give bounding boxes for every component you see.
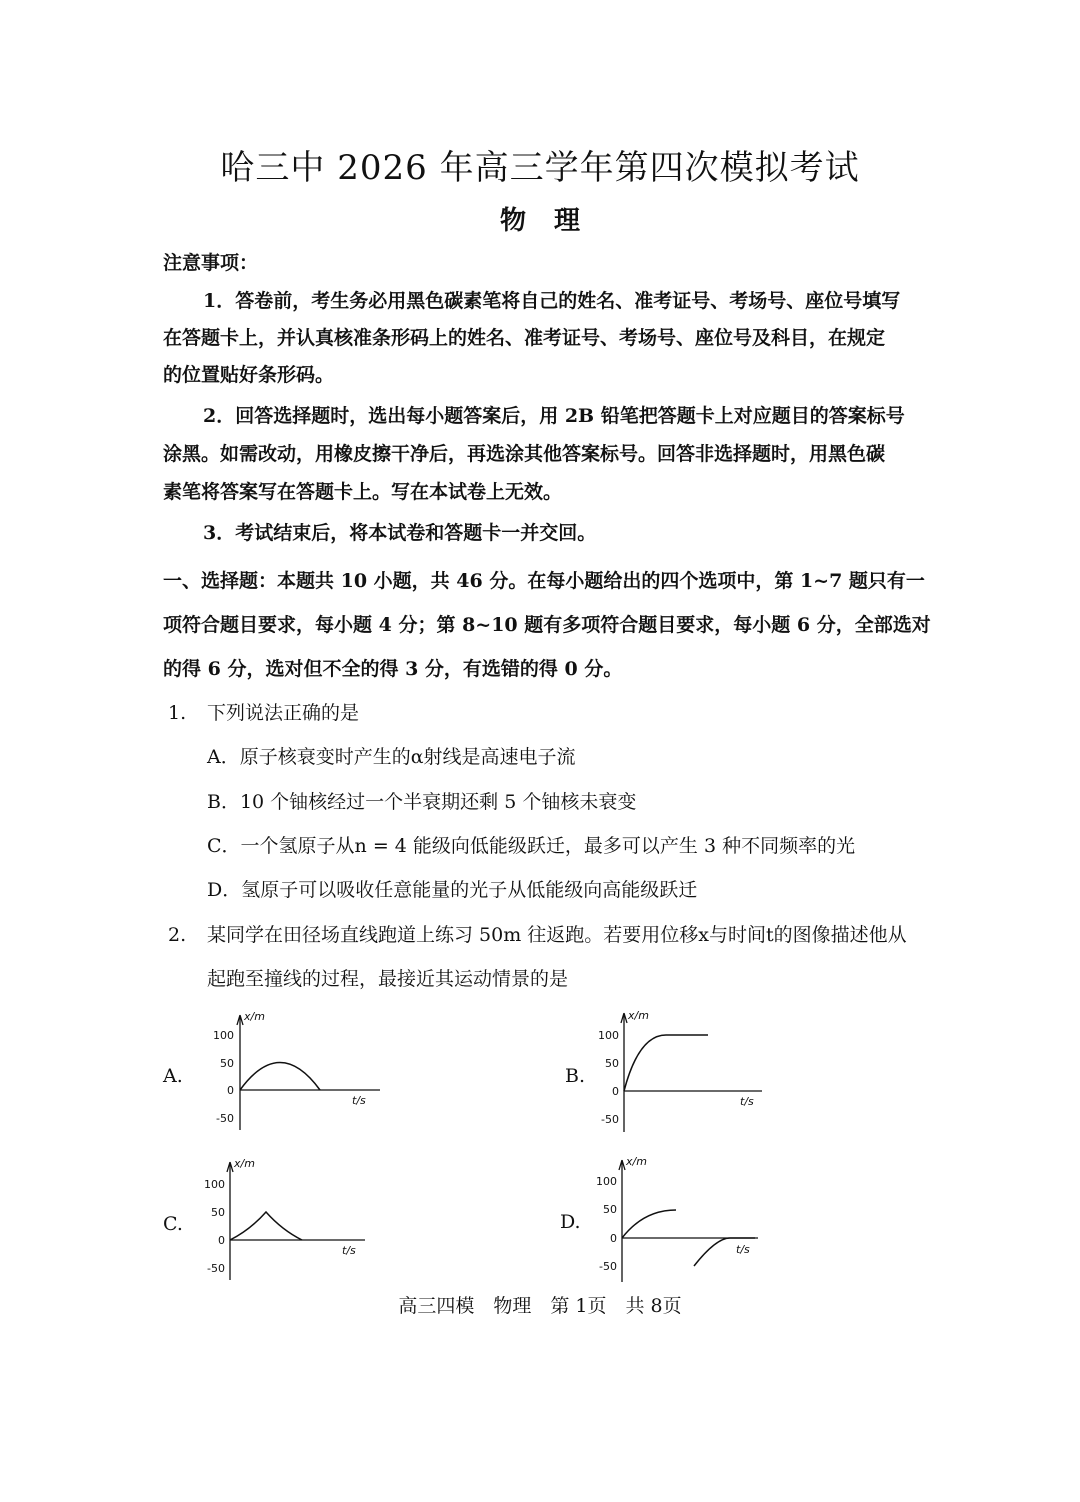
graph-curve: [622, 1210, 676, 1238]
x-axis-label: t/s: [352, 1094, 366, 1107]
graph-d: [596, 1155, 758, 1282]
graph-c: [204, 1157, 365, 1280]
x-axis-label: t/s: [342, 1244, 356, 1257]
exam-title: 哈三中 2026 年高三学年第四次模拟考试: [220, 148, 860, 188]
notice-line: 在答题卡上，并认真核准条形码上的姓名、准考证号、考场号、座位号及科目，在规定: [163, 327, 886, 349]
y-axis-label: x/m: [244, 1010, 265, 1023]
question-stem: 下列说法正确的是: [207, 702, 360, 724]
page-footer: 高三四模 物理 第 1页 共 8页: [398, 1295, 682, 1317]
y-tick-label: 0: [218, 1234, 225, 1247]
y-tick-label: -50: [599, 1260, 617, 1273]
notice-line: 涂黑。如需改动，用橡皮擦干净后，再选涂其他答案标号。回答非选择题时，用黑色碳: [163, 443, 886, 465]
graph-option-label: A.: [163, 1065, 183, 1087]
graph-option-label: D.: [560, 1211, 581, 1233]
graph-option-label: B.: [565, 1065, 586, 1087]
y-tick-label: -50: [207, 1262, 225, 1275]
graph-curve: [230, 1212, 302, 1240]
y-tick-label: 50: [220, 1057, 234, 1070]
y-tick-label: 50: [211, 1206, 225, 1219]
notice-line: 的位置贴好条形码。: [163, 364, 335, 386]
question-stem: 某同学在田径场直线跑道上练习 50m 往返跑。若要用位移x与时间t的图像描述他从: [207, 924, 907, 946]
answer-option: D．氢原子可以吸收任意能量的光子从低能级向高能级跃迁: [207, 879, 698, 901]
x-axis-label: t/s: [740, 1095, 754, 1108]
graph-option-label: C.: [163, 1213, 183, 1235]
y-tick-label: 50: [603, 1203, 617, 1216]
y-axis-label: x/m: [628, 1009, 649, 1022]
y-tick-label: 50: [605, 1057, 619, 1070]
question-number: 1.: [168, 702, 187, 724]
answer-option: A．原子核衰变时产生的α射线是高速电子流: [207, 746, 576, 768]
section-instructions: 的得 6 分，选对但不全的得 3 分，有选错的得 0 分。: [163, 658, 623, 680]
answer-option: B．10 个铀核经过一个半衰期还剩 5 个铀核未衰变: [207, 791, 637, 813]
y-tick-label: -50: [216, 1112, 234, 1125]
y-tick-label: -50: [601, 1113, 619, 1126]
y-tick-label: 100: [204, 1178, 225, 1191]
exam-subject: 物理: [499, 206, 608, 236]
graph-b: [598, 1009, 762, 1132]
notice-line: 1．答卷前，考生务必用黑色碳素笔将自己的姓名、准考证号、考场号、座位号填写: [203, 290, 901, 312]
y-tick-label: 0: [612, 1085, 619, 1098]
x-axis-label: t/s: [736, 1243, 750, 1256]
graph-a: [213, 1010, 380, 1130]
y-axis-label: x/m: [234, 1157, 255, 1170]
section-instructions: 一、选择题：本题共 10 小题，共 46 分。在每小题给出的四个选项中，第 1~7 题只有一: [163, 570, 925, 592]
section-instructions: 项符合题目要求，每小题 4 分；第 8~10 题有多项符合题目要求，每小题 6 分，全部选对: [163, 614, 931, 636]
notice-line: 3．考试结束后，将本试卷和答题卡一并交回。: [203, 522, 597, 544]
y-tick-label: 0: [227, 1084, 234, 1097]
question-stem: 起跑至撞线的过程，最接近其运动情景的是: [207, 968, 569, 990]
y-tick-label: 0: [610, 1232, 617, 1245]
graph-curve: [624, 1035, 708, 1091]
y-axis-label: x/m: [626, 1155, 647, 1168]
y-tick-label: 100: [598, 1029, 619, 1042]
notice-heading: 注意事项：: [163, 252, 259, 274]
notice-line: 素笔将答案写在答题卡上。写在本试卷上无效。: [163, 481, 563, 503]
graph-curve: [240, 1063, 320, 1091]
notice-line: 2．回答选择题时，选出每小题答案后，用 2B 铅笔把答题卡上对应题目的答案标号: [203, 405, 905, 427]
y-tick-label: 100: [213, 1029, 234, 1042]
y-tick-label: 100: [596, 1175, 617, 1188]
answer-option: C．一个氢原子从n = 4 能级向低能级跃迁，最多可以产生 3 种不同频率的光: [207, 835, 856, 857]
question-number: 2.: [168, 924, 187, 946]
